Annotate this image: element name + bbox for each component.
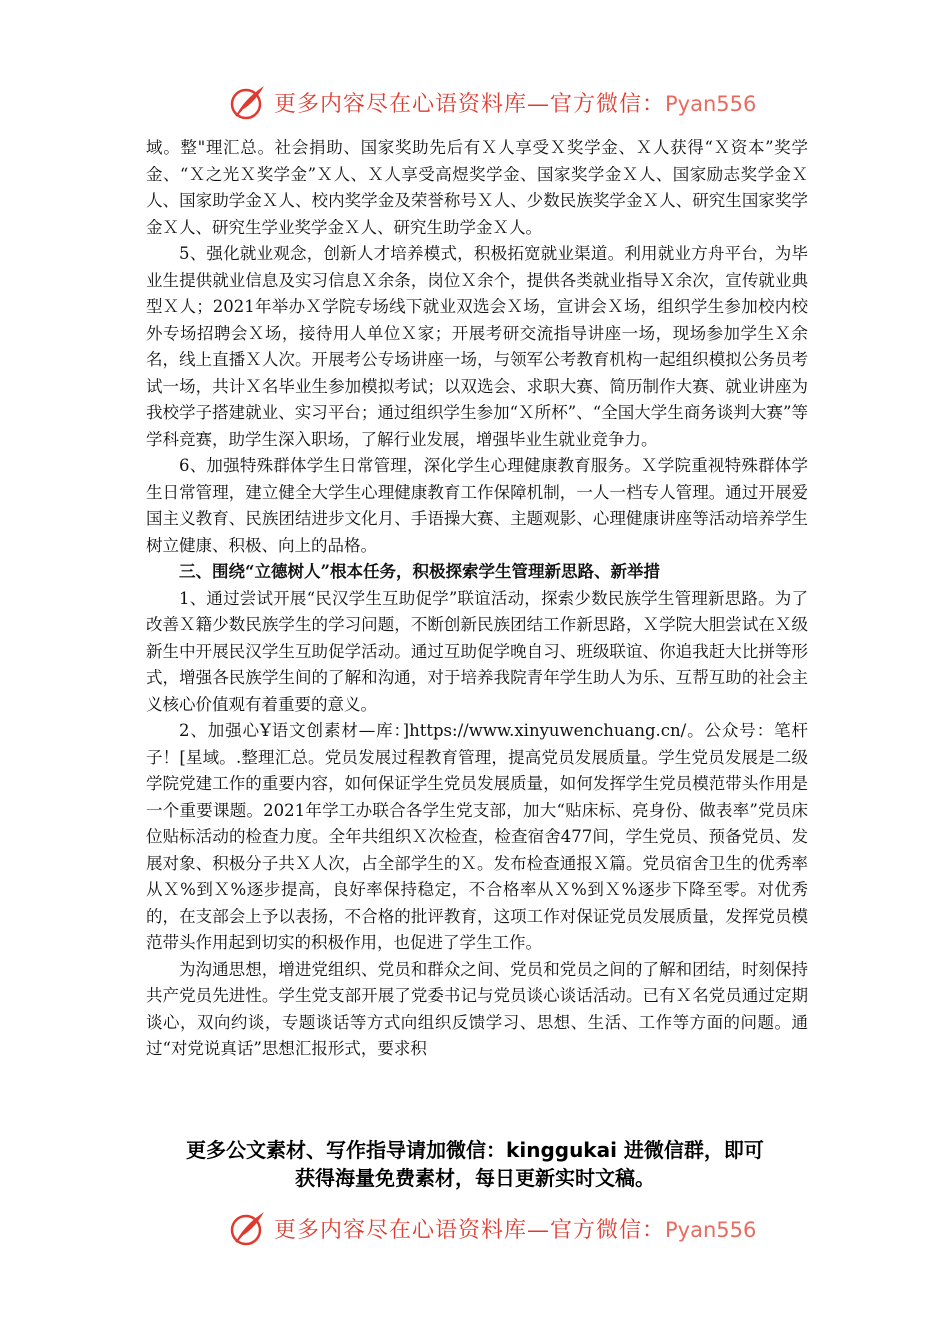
watermark-text: 更多内容尽在心语资料库—官方微信：Pyan556 bbox=[274, 91, 757, 117]
footer-watermark bbox=[228, 1208, 756, 1248]
promo-line-2: 获得海量免费素材，每日更新实时文稿。 bbox=[295, 1166, 655, 1190]
header-watermark bbox=[228, 82, 756, 122]
watermark-text: 更多内容尽在心语资料库—官方微信：Pyan556 bbox=[274, 1217, 757, 1243]
quill-logo-icon bbox=[228, 82, 268, 122]
promo-banner bbox=[150, 1136, 800, 1192]
paragraph: 域。整"理汇总。社会捐助、国家奖助先后有Ｘ人享受Ｘ奖学金、Ｘ人获得“Ｘ资本”奖学金、“Ｘ之光Ｘ奖学金”Ｘ人、Ｘ人享受高煜奖学金、国家奖学金Ｘ人、国家励志奖学金Ｘ人、国家助学金Ｘ人、校内奖学金及荣誉称号Ｘ人、少数民族奖学金Ｘ人、研究生国家奖学金Ｘ人、研究生学业奖学金Ｘ人、研究生助学金Ｘ人。 bbox=[146, 138, 808, 237]
paragraph: 5、强化就业观念，创新人才培养模式，积极拓宽就业渠道。利用就业方舟平台，为毕业生提供就业信息及实习信息Ｘ余条，岗位Ｘ余个，提供各类就业指导Ｘ余次，宣传就业典型Ｘ人；2021年举办Ｘ学院专场线下就业双选会Ｘ场，宣讲会Ｘ场，组织学生参加校内校外专场招聘会Ｘ场，接待用人单位Ｘ家；开展考研交流指导讲座一场，现场参加学生Ｘ余名，线上直播Ｘ人次。开展考公专场讲座一场，与领军公考教育机构一起组织模拟公务员考试一场，共计Ｘ名毕业生参加模拟考试；以双选会、求职大赛、简历制作大赛、就业讲座为我校学子搭建就业、实习平台；通过组织学生参加“Ｘ所杯”、“全国大学生商务谈判大赛”等学科竞赛，助学生深入职场，了解行业发展，增强毕业生就业竞争力。 bbox=[146, 244, 808, 449]
document-body bbox=[146, 135, 808, 1063]
paragraph: 2、加强心Ұ语文创素材—库：]https://www.xinyuwenchuang.cn/。公众号：笔杆子！[星域。.整理汇总。党员发展过程教育管理，提高党员发展质量。学生党员发展是二级学院党建工作的重要内容，如何保证学生党员发展质量，如何发挥学生党员模范带头作用是一个重要课题。2021年学工办联合各学生党支部，加大“贴床标、亮身份、做表率”党员床位贴标活动的检查力度。全年共组织Ｘ次检查，检查宿舍477间，学生党员、预备党员、发展对象、积极分子共Ｘ人次，占全部学生的Ｘ。发布检查通报Ｘ篇。党员宿舍卫生的优秀率从Ｘ%到Ｘ%逐步提高，良好率保持稳定，不合格率从Ｘ%到Ｘ%逐步下降至零。对优秀的，在支部会上予以表扬，不合格的批评教育，这项工作对保证党员发展质量，发挥党员模范带头作用起到切实的积极作用，也促进了学生工作。 bbox=[146, 721, 808, 952]
paragraph: 1、通过尝试开展“民汉学生互助促学”联谊活动，探索少数民族学生管理新思路。为了改善Ｘ籍少数民族学生的学习问题，不断创新民族团结工作新思路，Ｘ学院大胆尝试在Ｘ级新生中开展民汉学生互助促学活动。通过互助促学晚自习、班级联谊、你追我赶大比拼等形式，增强各民族学生间的了解和沟通，对于培养我院青年学生助人为乐、互帮互助的社会主义核心价值观有着重要的意义。 bbox=[146, 588, 808, 714]
section-heading: 三、围绕“立德树人”根本任务，积极探索学生管理新思路、新举措 bbox=[179, 562, 660, 581]
paragraph: 6、加强特殊群体学生日常管理，深化学生心理健康教育服务。Ｘ学院重视特殊群体学生日常管理，建立健全大学生心理健康教育工作保障机制，一人一档专人管理。通过开展爱国主义教育、民族团结进步文化月、手语操大赛、主题观影、心理健康讲座等活动培养学生树立健康、积极、向上的品格。 bbox=[146, 456, 808, 555]
paragraph: 为沟通思想，增进党组织、党员和群众之间、党员和党员之间的了解和团结，时刻保持共产党员先进性。学生党支部开展了党委书记与党员谈心谈话活动。已有Ｘ名党员通过定期谈心，双向约谈，专题谈话等方式向组织反馈学习、思想、生活、工作等方面的问题。通过“对党说真话”思想汇报形式，要求积 bbox=[146, 959, 808, 1058]
promo-line-1: 更多公文素材、写作指导请加微信：kinggukai 进微信群，即可 bbox=[186, 1138, 764, 1162]
quill-logo-icon bbox=[228, 1208, 268, 1248]
